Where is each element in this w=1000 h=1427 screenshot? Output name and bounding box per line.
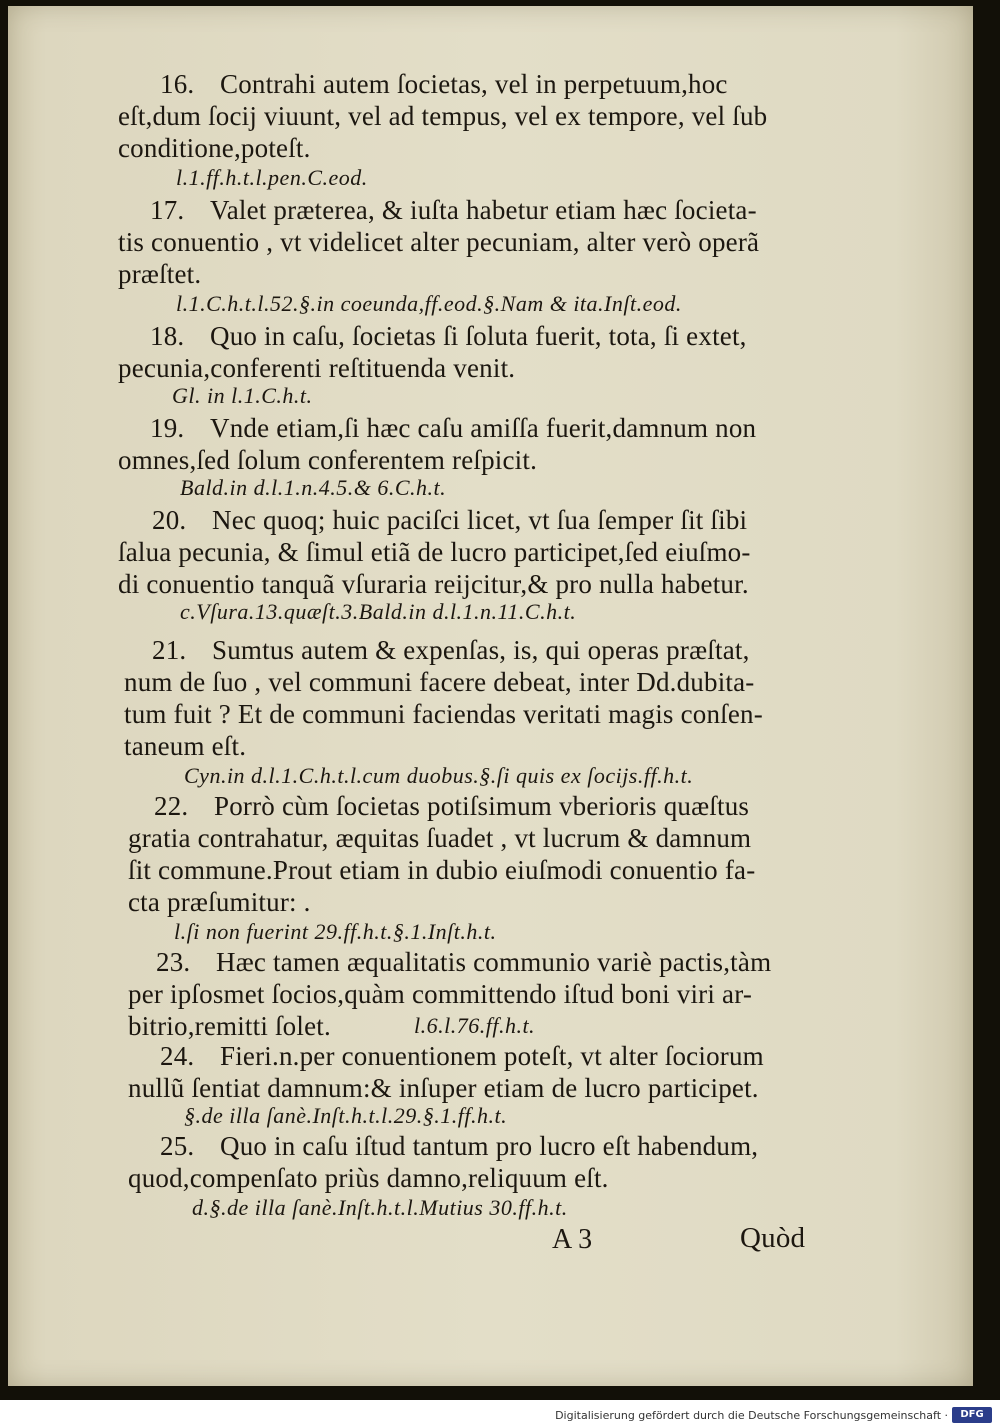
paragraph-16-line-3: conditione,poteſt. xyxy=(118,133,311,163)
paragraph-21-line-1: 21. Sumtus autem & expenſas, is, qui operas præſtat, xyxy=(152,635,750,665)
paragraph-22-reference: l.ſi non fuerint 29.ff.h.t.§.1.Inſt.h.t. xyxy=(174,919,497,944)
paragraph-23-line-3: bitrio,remitti ſolet. xyxy=(128,1011,331,1041)
paragraph-25-line-2: quod,compenſato priùs damno,reliquum eſt. xyxy=(128,1163,609,1193)
paragraph-16-line-2: eſt,dum ſocij viuunt, vel ad tempus, vel ex tempore, vel ſub xyxy=(118,101,768,131)
paragraph-number: 18. xyxy=(150,321,185,351)
paragraph-number: 21. xyxy=(152,635,187,665)
paragraph-17-line-3: præſtet. xyxy=(118,259,202,289)
paragraph-20-line-2: ſalua pecunia, & ſimul etiã de lucro participet,ſed eiuſmo- xyxy=(118,537,751,567)
paragraph-number: 25. xyxy=(160,1131,195,1161)
paragraph-22-line-4: cta præſumitur: . xyxy=(128,887,311,917)
paragraph-21-line-4: taneum eſt. xyxy=(124,731,247,761)
paragraph-18-line-2: pecunia,conferenti reſtituenda venit. xyxy=(118,353,516,383)
paragraph-21-line-2: num de ſuo , vel communi facere debeat, inter Dd.dubita- xyxy=(124,667,755,697)
paragraph-20-line-3: di conuentio tanquã vſuraria reijcitur,& pro nulla habetur. xyxy=(118,569,749,599)
paragraph-19-line-2: omnes,ſed ſolum conferentem reſpicit. xyxy=(118,445,538,475)
paragraph-number: 20. xyxy=(152,505,187,535)
paragraph-24-reference: §.de illa ſanè.Inſt.h.t.l.29.§.1.ff.h.t. xyxy=(184,1103,508,1128)
paragraph-25-line-1: 25. Quo in caſu iſtud tantum pro lucro eſt habendum, xyxy=(160,1131,759,1161)
paragraph-19-line-1: 19. Vnde etiam,ſi hæc caſu amiſſa fuerit,damnum non xyxy=(150,413,757,443)
paragraph-number: 16. xyxy=(160,69,195,99)
paragraph-16-reference: l.1.ff.h.t.l.pen.C.eod. xyxy=(176,165,368,190)
paragraph-24-line-1: 24. Fieri.n.per conuentionem poteſt, vt alter ſociorum xyxy=(160,1041,764,1071)
paragraph-22-line-1: 22. Porrò cùm ſocietas potiſsimum vberioris quæſtus xyxy=(154,791,750,821)
paragraph-23-reference: l.6.l.76.ff.h.t. xyxy=(414,1013,536,1038)
signature-mark: A 3 xyxy=(552,1224,593,1255)
paragraph-22-line-3: ſit commune.Prout etiam in dubio eiuſmodi conuentio fa- xyxy=(128,855,756,885)
paragraph-24-line-2: nullũ ſentiat damnum:& inſuper etiam de lucro participet. xyxy=(128,1073,759,1103)
paragraph-23-line-1: 23. Hæc tamen æqualitatis communio variè pactis,tàm xyxy=(156,947,772,977)
digitization-credit: Digitalisierung gefördert durch die Deutsche Forschungsgemeinschaft · xyxy=(555,1409,948,1422)
paragraph-number: 19. xyxy=(150,413,185,443)
paragraph-20-reference: c.Vſura.13.quæſt.3.Bald.in d.l.1.n.11.C.h.t. xyxy=(180,599,577,624)
paragraph-21-line-3: tum fuit ? Et de communi faciendas veritati magis conſen- xyxy=(124,699,763,729)
paragraph-number: 22. xyxy=(154,791,189,821)
paragraph-17-line-2: tis conuentio , vt videlicet alter pecuniam, alter verò operã xyxy=(118,227,760,257)
paragraph-22-line-2: gratia contrahatur, æquitas ſuadet , vt lucrum & damnum xyxy=(128,823,752,853)
paragraph-17-line-1: 17. Valet præterea, & iuſta habetur etiam hæc ſocieta- xyxy=(150,195,757,225)
paragraph-16-line-1: 16. Contrahi autem ſocietas, vel in perpetuum,hoc xyxy=(160,69,728,99)
paragraph-20-line-1: 20. Nec quoq; huic paciſci licet, vt ſua ſemper ſit ſibi xyxy=(152,505,748,535)
paragraph-17-reference: l.1.C.h.t.l.52.§.in coeunda,ff.eod.§.Nam & ita.Inſt.eod. xyxy=(176,291,682,316)
paragraph-number: 17. xyxy=(150,195,185,225)
paragraph-21-reference: Cyn.in d.l.1.C.h.t.l.cum duobus.§.ſi quis ex ſocijs.ff.h.t. xyxy=(184,763,694,788)
paragraph-18-reference: Gl. in l.1.C.h.t. xyxy=(172,383,313,408)
paragraph-number: 23. xyxy=(156,947,191,977)
paragraph-23-line-2: per ipſosmet ſocios,quàm committendo iſtud boni viri ar- xyxy=(128,979,753,1009)
paragraph-19-reference: Bald.in d.l.1.n.4.5.& 6.C.h.t. xyxy=(180,475,447,500)
dfg-logo: DFG xyxy=(952,1407,992,1423)
catchword: Quòd xyxy=(740,1222,806,1254)
paragraph-25-reference: d.§.de illa ſanè.Inſt.h.t.l.Mutius 30.ff.h.t. xyxy=(192,1195,568,1220)
paragraph-number: 24. xyxy=(160,1041,195,1071)
paragraph-18-line-1: 18. Quo in caſu, ſocietas ſi ſoluta fuerit, tota, ſi extet, xyxy=(150,321,747,351)
